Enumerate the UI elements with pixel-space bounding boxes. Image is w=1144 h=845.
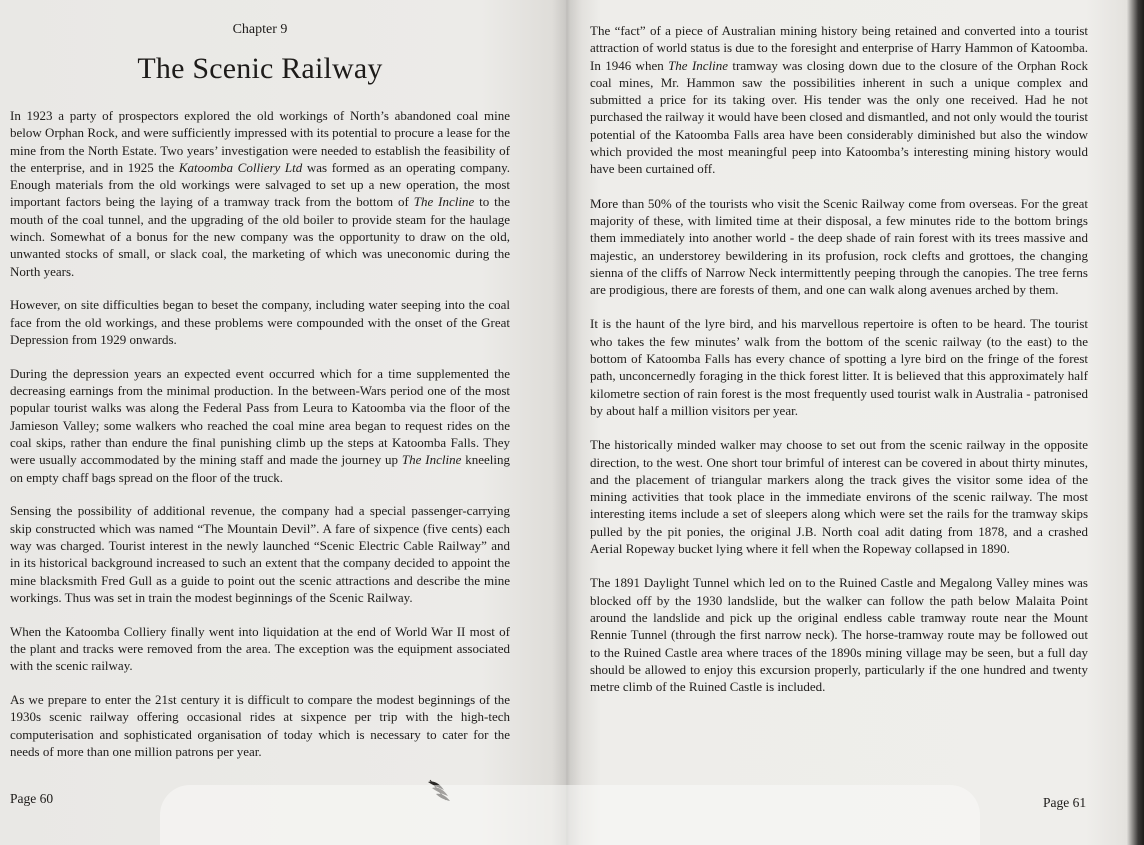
- chapter-label: Chapter 9: [232, 22, 288, 37]
- italic-title: The Incline: [413, 194, 475, 210]
- gum-leaf-ornament-icon: [424, 776, 454, 804]
- italic-title: The Incline: [401, 452, 462, 468]
- paragraph: In 1923 a party of prospectors explored the old workings of North’s abandoned coal mine below Orphan Rock, and were sufficiently impressed with its potential to procure a lease for the mine from the North Estate. Two years’ investigation were needed to establish the feasibility of the enterprise, and in 1925 the Katoomba Colliery Ltd was formed as an operating company. Enough materials from the old workings were salvaged to set up a new operation, the most important factors being the laying of a tramway track from the bottom of The Incline to the mouth of the coal tunnel, and the upgrading of the old boiler to provide steam for the haulage winch. Somewhat of a bonus for the new company was the opportunity to draw on the old, unwanted stocks of small, or slack coal, the marketing of which was uneconomic during the North years.: [10, 108, 511, 279]
- paragraph: As we prepare to enter the 21st century it is difficult to compare the modest beginnings of the 1930s scenic railway offering occasional rides at sixpence per trip with the high-tech computerisation and sophisticated organisation of today which is necessary to cater for the needs of more than one million patrons per year.: [10, 692, 510, 759]
- left-page: [0, 0, 566, 845]
- paragraph: It is the haunt of the lyre bird, and his marvellous repertoire is often to be heard. The tourist who takes the few minutes’ walk from the bottom of the scenic railway (to the east) to the bottom of Katoomba Falls has every chance of spotting a lyre bird on the fringe of the forest path, unconcernedly foraging in the thick forest litter. It is believed that this approximately half kilometre section of rain forest is the most frequently used tourist walk in Australia - patronised by about half a million visitors per year.: [590, 316, 1088, 418]
- chapter-title: The Scenic Railway: [137, 52, 383, 85]
- paragraph: However, on site difficulties began to beset the company, including water seeping into the coal face from the old workings, and these problems were compounded with the onset of the Great Depression from 1929 onwards.: [10, 297, 510, 348]
- paragraph: Sensing the possibility of additional revenue, the company had a special passenger-carrying skip constructed which was named “The Mountain Devil”. A fare of sixpence (five cents) each way was charged. Tourist interest in the newly launched “Scenic Electric Cable Railway” and in its historical background increased to such an extent that the company decided to appoint the mine blacksmith Fred Gull as a guide to point out the scenic attractions and describe the mine workings. Thus was set in train the modest beginnings of the Scenic Railway.: [10, 503, 510, 605]
- paragraph: The 1891 Daylight Tunnel which led on to the Ruined Castle and Megalong Valley mines was blocked off by the 1930 landslide, but the walker can follow the path below Malaita Point around the landslide and pick up the original endless cable tramway route near the Mount Rennie Tunnel (through the first narrow neck). The horse-tramway route may be followed out to the Ruined Castle area where traces of the 1890s mining village may be seen, but a full day should be allowed to enjoy this excursion properly, particularly if the one hundred and twenty metre climb of the Ruined Castle is included.: [590, 575, 1088, 695]
- paragraph: When the Katoomba Colliery finally went into liquidation at the end of World War II most of the plant and tracks were removed from the area. The exception was the equipment associated with the scenic railway.: [10, 623, 510, 674]
- italic-title: The Incline: [668, 57, 729, 73]
- page-number-right: Page 61: [1043, 795, 1087, 810]
- italic-title: Katoomba Colliery Ltd: [178, 159, 303, 175]
- left-page-body: [10, 107, 510, 777]
- paragraph: The “fact” of a piece of Australian mining history being retained and converted into a tourist attraction of world status is due to the foresight and enterprise of Harry Hammon of Katoomba. In 1946 when The Incline tramway was closing down due to the closure of the Orphan Rock coal mines, Mr. Hammon saw the possibilities inherent in such a unique complex and submitted a price for its taking over. His tender was the only one received. Had he not purchased the railway it would have been closed and dismantled, and not only would the tourist potential of the Katoomba Falls area have been considerably diminished but also the window which provided the most meaningful peep into Katoomba’s interesting mining history would have been curtained off.: [590, 23, 1088, 177]
- paragraph: The historically minded walker may choose to set out from the scenic railway in the opposite direction, to the west. One short tour brimful of interest can be covered in about thirty minutes, and the placement of triangular markers along the track gives the visitor some idea of the mining activities that took place in the immediate environs of the scenic railway. The most interesting items include a set of sleepers along which were set the rails for the tramway skips pulled by the pit ponies, the original J.B. North coal adit dating from 1878, and a crashed Aerial Ropeway bucket lying where it fell when the Ropeway collapsed in 1890.: [590, 437, 1088, 557]
- page-number-left: Page 60: [10, 791, 54, 806]
- paragraph: More than 50% of the tourists who visit the Scenic Railway come from overseas. For the great majority of these, with limited time at their disposal, a few minutes ride to the bottom brings them immediately into another world - the deep shade of rain forest with its trees massive and majestic, an understorey bewildering in its profusion, rock clefts and grottoes, the changing sienna of the cliffs of Narrow Neck intermittently peeping through the canopies. The tree ferns are prodigious, there are forests of them, and one can walk along avenues arched by them.: [590, 195, 1088, 298]
- right-page-body: [590, 22, 1088, 712]
- paragraph: During the depression years an expected event occurred which for a time supplemented the decreasing earnings from the minimal production. In the between-Wars period one of the most popular tourist walks was along the Federal Pass from Leura to Katoomba via the floor of the Jamieson Valley; some walkers who reached the coal mine area began to request rides on the coal skips, rather than endure the final punishing climb up the steps at Katoomba Falls. They were usually accommodated by the mining staff and made the journey up The Incline kneeling on empty chaff bags spread on the floor of the truck.: [10, 365, 511, 485]
- right-page: [566, 0, 1144, 845]
